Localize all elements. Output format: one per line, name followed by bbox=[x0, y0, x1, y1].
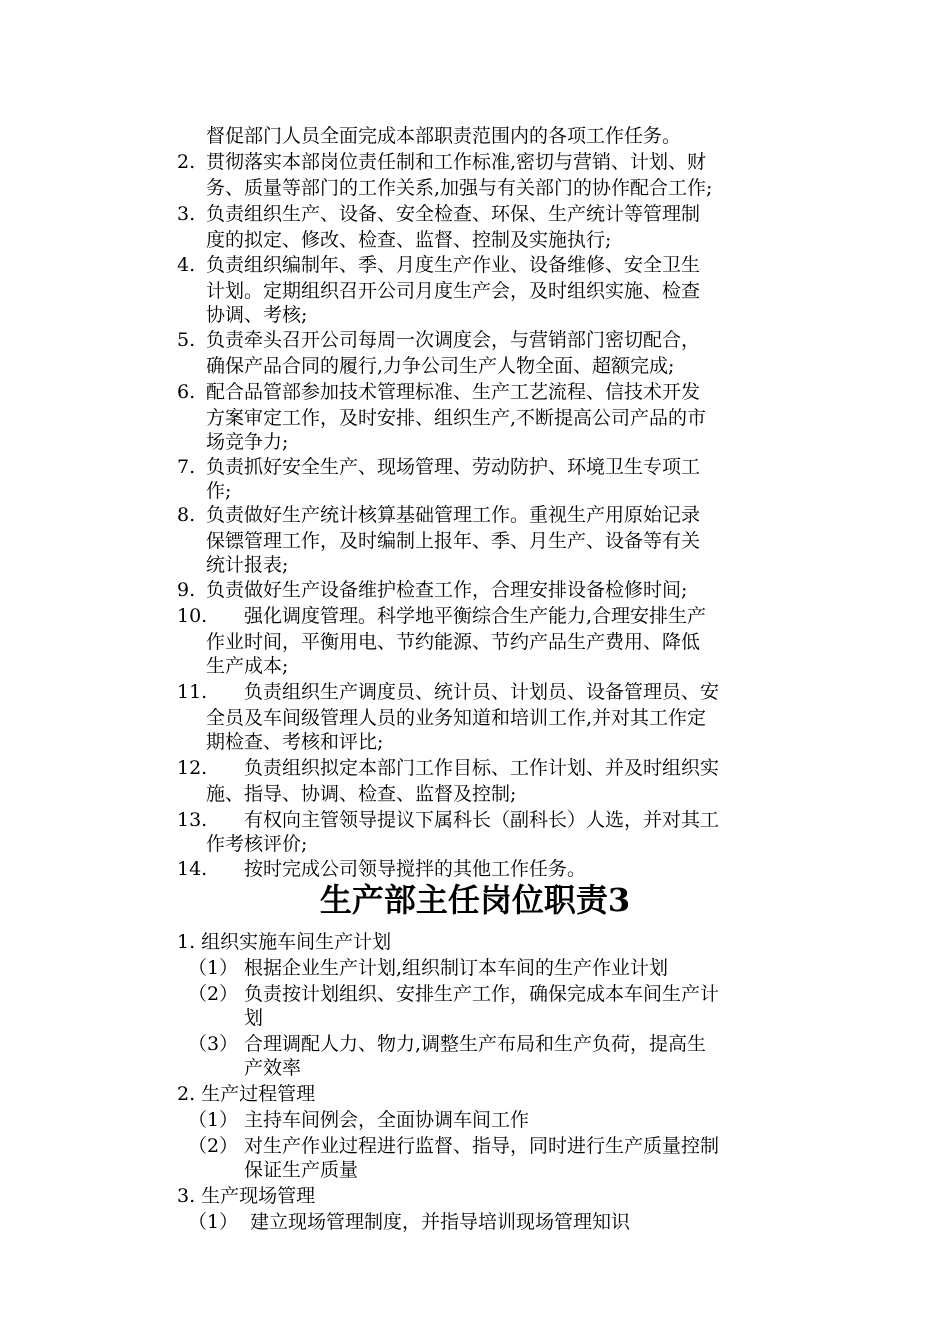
item-text: 配合品管部参加技术管理标准、生产工艺流程、信技术开发 bbox=[206, 381, 701, 403]
sub-item-text: 合理调配人力、物力,调整生产布局和生产负荷，提高生 bbox=[244, 1033, 707, 1055]
item-text: 负责组织生产调度员、统计员、计划员、设备管理员、安 bbox=[244, 681, 720, 703]
sub-item-number: （3） bbox=[188, 1033, 239, 1055]
item-number: 11. bbox=[177, 681, 208, 703]
item-number: 12. bbox=[177, 757, 208, 779]
item-text: 作业时间，平衡用电、节约能源、节约产品生产费用、降低 bbox=[206, 631, 701, 653]
item-text: 负责组织编制年、季、月度生产作业、设备维修、安全卫生 bbox=[206, 254, 701, 276]
item-text: 方案审定工作，及时安排、组织生产,不断提高公司产品的市 bbox=[206, 407, 707, 429]
sub-item-text: 产效率 bbox=[244, 1057, 302, 1079]
item-number: 3. bbox=[177, 203, 196, 225]
item-text: 作; bbox=[206, 480, 232, 502]
item-text: 负责组织拟定本部门工作目标、工作计划、并及时组织实 bbox=[244, 757, 720, 779]
item-number: 2. bbox=[177, 151, 196, 173]
section-heading: 2. 生产过程管理 bbox=[177, 1083, 316, 1105]
item-text: 负责抓好安全生产、现场管理、劳动防护、环境卫生专项工 bbox=[206, 456, 701, 478]
item-text: 强化调度管理。科学地平衡综合生产能力,合理安排生产 bbox=[244, 605, 707, 627]
sub-item-number: （2） bbox=[188, 1135, 239, 1157]
sub-item-text: 保证生产质量 bbox=[244, 1159, 359, 1181]
item-number: 4. bbox=[177, 254, 196, 276]
item-text: 贯彻落实本部岗位责任制和工作标准,密切与营销、计划、财 bbox=[206, 151, 707, 173]
sub-item-text: 主持车间例会，全面协调车间工作 bbox=[244, 1109, 530, 1131]
continuation-line: 督促部门人员全面完成本部职责范围内的各项工作任务。 bbox=[206, 125, 682, 147]
item-number: 13. bbox=[177, 809, 208, 831]
sub-item-number: （1） bbox=[188, 957, 239, 979]
item-number: 5. bbox=[177, 329, 196, 351]
item-number: 10. bbox=[177, 605, 208, 627]
item-text: 按时完成公司领导搅拌的其他工作任务。 bbox=[244, 858, 587, 880]
sub-item-text: 对生产作业过程进行监督、指导，同时进行生产质量控制 bbox=[244, 1135, 720, 1157]
sub-item-number: （1） bbox=[188, 1211, 239, 1233]
item-text: 计划。定期组织召开公司月度生产会，及时组织实施、检查 bbox=[206, 280, 701, 302]
section-title: 生产部主任岗位职责3 bbox=[319, 881, 631, 919]
item-text: 负责做好生产设备维护检查工作，合理安排设备检修时间; bbox=[206, 579, 688, 601]
item-text: 期检查、考核和评比; bbox=[206, 731, 384, 753]
item-text: 负责做好生产统计核算基础管理工作。重视生产用原始记录 bbox=[206, 504, 701, 526]
item-number: 9. bbox=[177, 579, 196, 601]
item-text: 统计报表; bbox=[206, 554, 289, 576]
sub-item-text: 根据企业生产计划,组织制订本车间的生产作业计划 bbox=[244, 957, 669, 979]
item-text: 生产成本; bbox=[206, 655, 289, 677]
item-text: 场竞争力; bbox=[206, 431, 289, 453]
item-number: 14. bbox=[177, 858, 208, 880]
sub-item-number: （2） bbox=[188, 983, 239, 1005]
item-text: 施、指导、协调、检查、监督及控制; bbox=[206, 783, 517, 805]
item-text: 度的拟定、修改、检查、监督、控制及实施执行; bbox=[206, 229, 612, 251]
item-text: 务、质量等部门的工作关系,加强与有关部门的协作配合工作; bbox=[206, 177, 713, 199]
sub-item-number: （1） bbox=[188, 1109, 239, 1131]
section-heading: 3. 生产现场管理 bbox=[177, 1185, 316, 1207]
item-text: 负责牵头召开公司每周一次调度会，与营销部门密切配合， bbox=[206, 329, 701, 351]
section-heading: 1. 组织实施车间生产计划 bbox=[177, 931, 392, 953]
item-text: 负责组织生产、设备、安全检查、环保、生产统计等管理制 bbox=[206, 203, 701, 225]
item-text: 作考核评价; bbox=[206, 833, 308, 855]
sub-item-text: 负责按计划组织、安排生产工作，确保完成本车间生产计 bbox=[244, 983, 720, 1005]
item-number: 8. bbox=[177, 504, 196, 526]
item-text: 协调、考核; bbox=[206, 304, 308, 326]
item-text: 有权向主管领导提议下属科长（副科长）人选，并对其工 bbox=[244, 809, 720, 831]
item-text: 全员及车间级管理人员的业务知道和培训工作,并对其工作定 bbox=[206, 707, 707, 729]
item-number: 7. bbox=[177, 456, 196, 478]
item-text: 确保产品合同的履行,力争公司生产人物全面、超额完成; bbox=[206, 355, 675, 377]
sub-item-text: 划 bbox=[244, 1007, 264, 1029]
item-text: 保镖管理工作，及时编制上报年、季、月生产、设备等有关 bbox=[206, 530, 701, 552]
item-number: 6. bbox=[177, 381, 196, 403]
sub-item-text: 建立现场管理制度，并指导培训现场管理知识 bbox=[250, 1211, 631, 1233]
